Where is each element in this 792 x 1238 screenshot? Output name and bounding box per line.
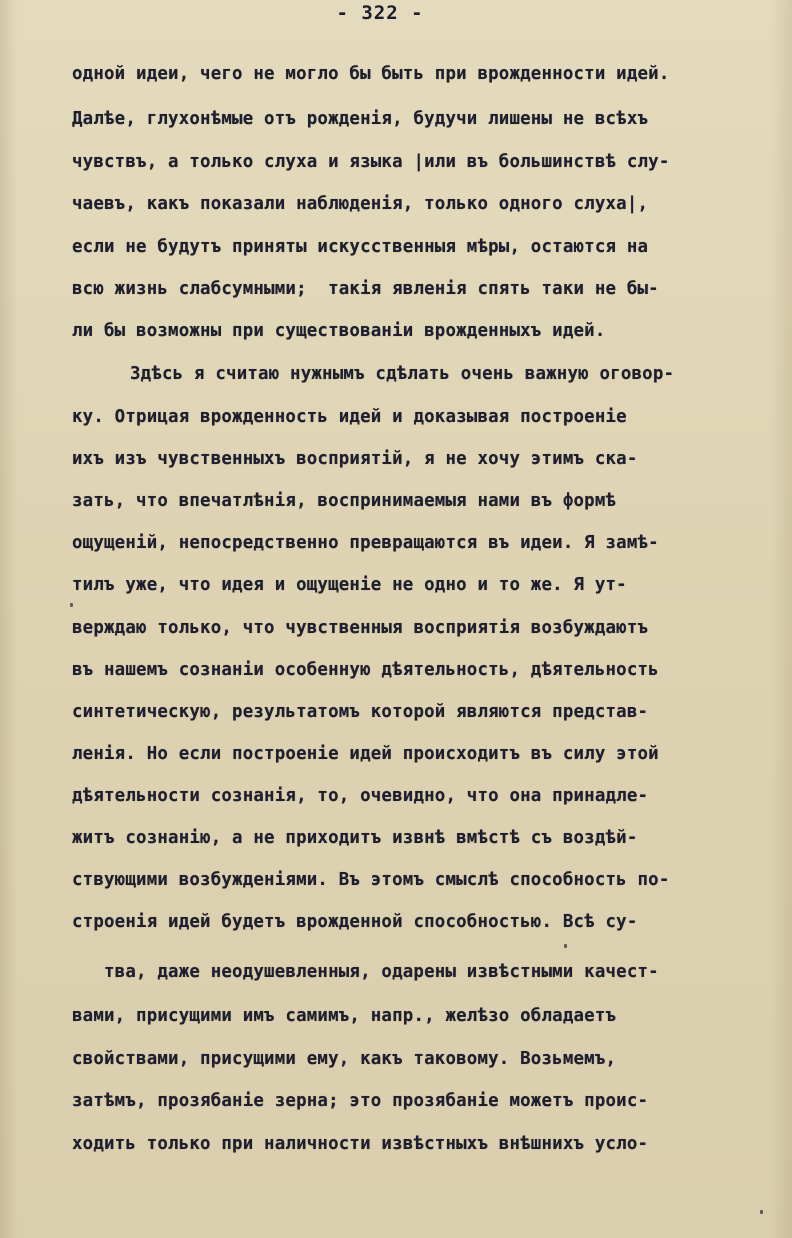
text-line-7: ли бы возможны при существованіи врожденныхъ идей. xyxy=(72,321,606,341)
text-line-9: ку. Отрицая врожденность идей и доказывая построеніе xyxy=(72,407,627,427)
text-line-23: вами, присущими имъ самимъ, напр., желѣзо обладаетъ xyxy=(72,1006,617,1026)
text-line-15: въ нашемъ сознаніи особенную дѣятельность, дѣятельность xyxy=(72,660,659,680)
ink-speck xyxy=(760,1210,763,1214)
text-line-26: ходить только при наличности извѣстныхъ внѣшнихъ усло- xyxy=(72,1134,649,1154)
text-line-10: ихъ изъ чувственныхъ восприятій, я не хочу этимъ ска- xyxy=(72,449,638,469)
page-number: - 322 - xyxy=(336,2,424,24)
text-line-22: тва, даже неодушевленныя, одарены извѣстными качест- xyxy=(104,962,659,982)
text-line-21: строенія идей будетъ врожденной способностью. Всѣ су- xyxy=(72,912,638,932)
text-line-4: чаевъ, какъ показали наблюденія, только одного слуха|, xyxy=(72,194,649,214)
text-line-19: житъ сознанію, а не приходитъ извнѣ вмѣстѣ съ воздѣй- xyxy=(72,828,638,848)
ink-speck xyxy=(564,944,567,948)
text-line-1: одной идеи, чего не могло бы быть при врожденности идей. xyxy=(72,64,670,84)
text-line-17: ленія. Но если построеніе идей происходитъ въ силу этой xyxy=(72,744,659,764)
text-line-18: дѣятельности сознанія, то, очевидно, что она принадле- xyxy=(72,786,649,806)
text-line-12: ощущеній, непосредственно превращаются въ идеи. Я замѣ- xyxy=(72,533,659,553)
ink-speck xyxy=(70,603,73,607)
text-line-6: всю жизнь слабсумными; такія явленія спять таки не бы- xyxy=(72,279,659,299)
text-line-20: ствующими возбужденіями. Въ этомъ смыслѣ способность по- xyxy=(72,870,670,890)
text-line-16: синтетическую, результатомъ которой являются представ- xyxy=(72,702,649,722)
text-line-11: зать, что впечатлѣнія, воспринимаемыя нами въ формѣ xyxy=(72,491,617,511)
text-line-25: затѣмъ, прозябаніе зерна; это прозябаніе можетъ проис- xyxy=(72,1091,649,1111)
text-line-14: верждаю только, что чувственныя восприятія возбуждаютъ xyxy=(72,618,649,638)
text-line-24: свойствами, присущими ему, какъ таковому. Возьмемъ, xyxy=(72,1049,617,1069)
text-line-3: чувствъ, а только слуха и языка |или въ большинствѣ слу- xyxy=(72,152,670,172)
text-line-13: тилъ уже, что идея и ощущеніе не одно и то же. Я ут- xyxy=(72,575,627,595)
text-line-2: Далѣе, глухонѣмые отъ рожденія, будучи лишены не всѣхъ xyxy=(72,109,649,129)
text-line-8: Здѣсь я считаю нужнымъ сдѣлать очень важную оговор- xyxy=(130,364,675,384)
text-line-5: если не будутъ приняты искусственныя мѣры, остаются на xyxy=(72,237,649,257)
